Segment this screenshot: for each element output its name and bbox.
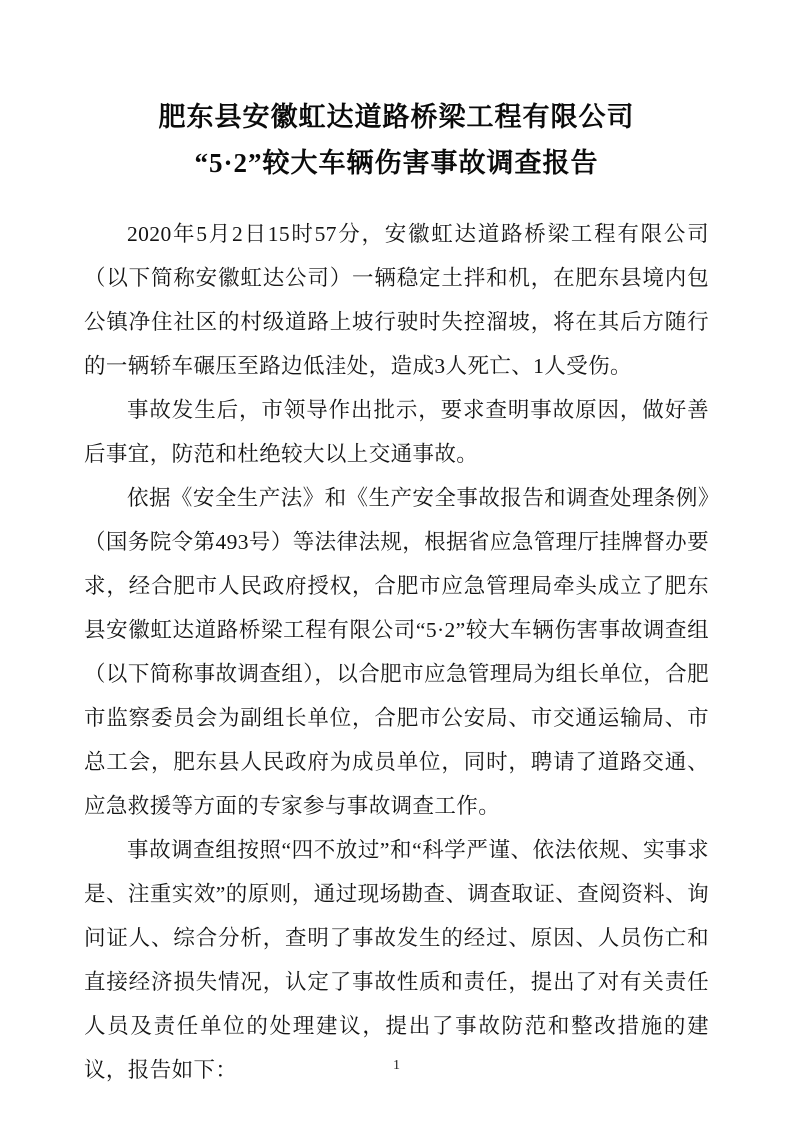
page-title [84,94,709,186]
paragraph-2: 事故发生后，市领导作出批示，要求查明事故原因，做好善后事宜，防范和杜绝较大以上交通事故。 [84,398,709,466]
document-body [84,212,709,1092]
title-line-2: “5·2”较大车辆伤害事故调查报告 [194,148,599,178]
page-number: 1 [393,1058,400,1073]
paragraph-4: 事故调查组按照“四不放过”和“科学严谨、依法依规、实事求是、注重实效”的原则，通过现场勘查、调查取证、查阅资料、询问证人、综合分析，查明了事故发生的经过、原因、人员伤亡和直接经济损失情况，认定了事故性质和责任，提出了对有关责任人员及责任单位的处理建议，提出了事故防范和整改措施的建议，报告如下： [84,838,709,1082]
paragraph-3: 依据《安全生产法》和《生产安全事故报告和调查处理条例》（国务院令第493号）等法律法规，根据省应急管理厅挂牌督办要求，经合肥市人民政府授权，合肥市应急管理局牵头成立了肥东县安徽虹达道路桥梁工程有限公司“5·2”较大车辆伤害事故调查组（以下简称事故调查组），以合肥市应急管理局为组长单位，合肥市监察委员会为副组长单位，合肥市公安局、市交通运输局、市总工会，肥东县人民政府为成员单位，同时，聘请了道路交通、应急救援等方面的专家参与事故调查工作。 [84,486,709,818]
paragraph-1: 2020年5月2日15时57分，安徽虹达道路桥梁工程有限公司（以下简称安徽虹达公司）一辆稳定土拌和机，在肥东县境内包公镇净住社区的村级道路上坡行驶时失控溜坡，将在其后方随行的一辆轿车碾压至路边低洼处，造成3人死亡、1人受伤。 [84,222,709,378]
title-line-1: 肥东县安徽虹达道路桥梁工程有限公司 [158,102,635,132]
